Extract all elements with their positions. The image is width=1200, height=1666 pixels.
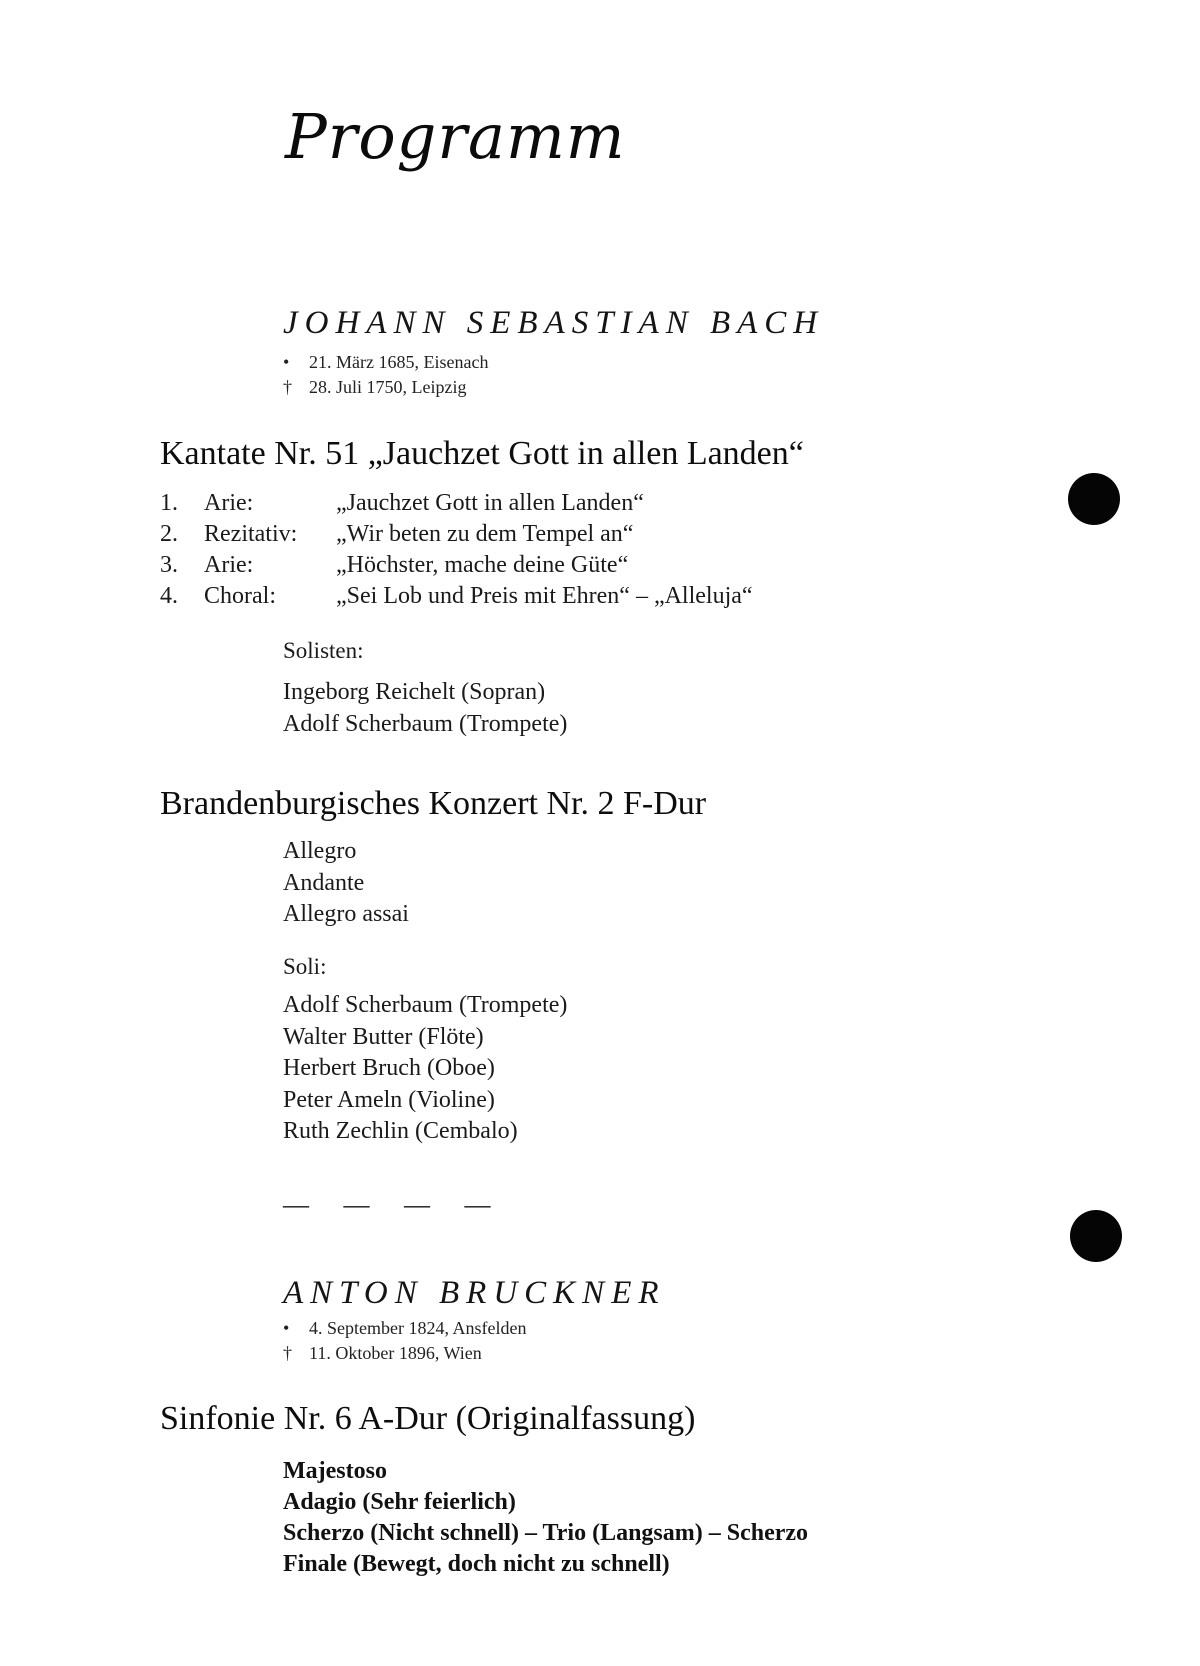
soli-list [283, 990, 567, 1148]
composer-life-bach [283, 350, 488, 400]
work-title-brandenburg: Brandenburgisches Konzert Nr. 2 F-Dur [160, 785, 707, 822]
composer-life-bruckner [283, 1316, 526, 1366]
list-item: Allegro assai [283, 901, 409, 927]
punch-hole-bottom [1070, 1210, 1122, 1262]
list-item: Adolf Scherbaum (Trompete) [283, 992, 568, 1018]
birth-symbol-icon: • [283, 352, 290, 372]
soloists-list [283, 677, 567, 740]
list-item: Ingeborg Reichelt (Sopran) [283, 679, 546, 705]
list-item: Peter Ameln (Violine) [283, 1086, 495, 1113]
list-item: 3. Arie: „Höchster, mache deine Güte“ [160, 552, 629, 578]
punch-hole-top [1068, 473, 1120, 525]
list-item: 4. Choral: „Sei Lob und Preis mit Ehren“ – „Alleluja“ [160, 583, 753, 609]
section-separator: — — — — [283, 1190, 505, 1219]
list-item: Herbert Bruch (Oboe) [283, 1055, 495, 1081]
work-title-cantata: Kantate Nr. 51 „Jauchzet Gott in allen Landen“ [160, 435, 804, 472]
death-line [283, 375, 488, 400]
composer-name-bach: JOHANN SEBASTIAN BACH [283, 305, 825, 341]
work-title-symphony: Sinfonie Nr. 6 A-Dur (Originalfassung) [160, 1400, 696, 1437]
list-item: Ruth Zechlin (Cembalo) [283, 1118, 518, 1144]
list-item: Allegro [283, 838, 357, 864]
list-item: Scherzo (Nicht schnell) – Trio (Langsam) – Scherzo [283, 1520, 809, 1546]
list-item: Adolf Scherbaum (Trompete) [283, 710, 568, 737]
soli-label: Soli: [283, 954, 327, 979]
birth-symbol-icon: • [283, 1318, 290, 1338]
birth-line [283, 350, 488, 375]
birth-date: 21. März 1685, Eisenach [309, 352, 489, 372]
birth-date: 4. September 1824, Ansfelden [309, 1318, 527, 1338]
death-date: 11. Oktober 1896, Wien [309, 1343, 482, 1363]
list-item: 1. Arie: „Jauchzet Gott in allen Landen“ [160, 490, 644, 516]
symphony-movements [283, 1456, 808, 1580]
soloists-label: Solisten: [283, 638, 364, 663]
brandenburg-movements [283, 836, 409, 931]
list-item: 2. Rezitativ: „Wir beten zu dem Tempel an“ [160, 521, 634, 547]
list-item: Walter Butter (Flöte) [283, 1023, 484, 1050]
cross-icon: † [283, 377, 292, 397]
death-date: 28. Juli 1750, Leipzig [309, 377, 467, 397]
list-item: Adagio (Sehr feierlich) [283, 1489, 516, 1515]
page-title: Programm [285, 100, 626, 173]
cantata-movements [160, 488, 753, 612]
birth-line [283, 1316, 526, 1341]
composer-name-bruckner: ANTON BRUCKNER [283, 1275, 666, 1311]
list-item: Finale (Bewegt, doch nicht zu schnell) [283, 1551, 670, 1577]
list-item: Andante [283, 869, 365, 896]
death-line [283, 1341, 526, 1366]
list-item: Majestoso [283, 1458, 387, 1484]
cross-icon: † [283, 1343, 292, 1363]
